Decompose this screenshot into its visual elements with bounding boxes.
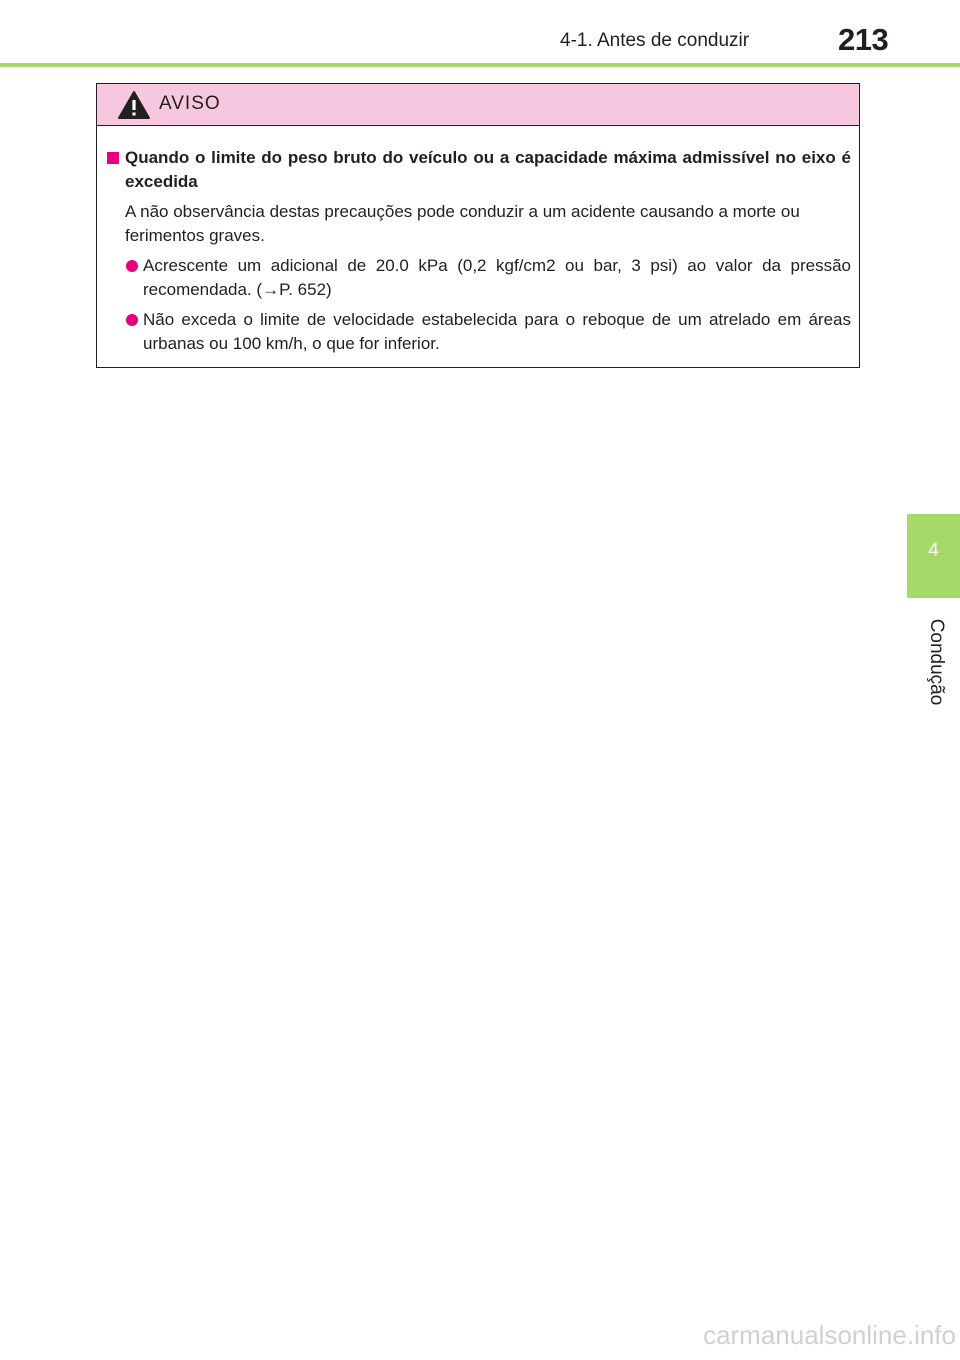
- round-bullet-icon: [126, 260, 138, 272]
- section-title: 4-1. Antes de conduzir: [560, 30, 750, 51]
- list-item-text: Não exceda o limite de velocidade estabelecida para o reboque de um atrelado em áreas urbanas ou 100 km/h, o que for inferior.: [143, 310, 851, 353]
- warning-triangle-icon: [117, 90, 151, 120]
- warning-intro: A não observância destas precauções pode conduzir a um acidente causando a morte ou ferimentos graves.: [125, 202, 800, 245]
- list-item-text: Acrescente um adicional de 20.0 kPa (0,2 kgf/cm2 ou bar, 3 psi) ao valor da pressão recomendada. (→P. 652): [143, 256, 851, 299]
- warning-body: [97, 126, 859, 356]
- chapter-label: Condução: [926, 618, 947, 706]
- list-item: [105, 254, 851, 302]
- round-bullet-icon: [126, 314, 138, 326]
- warning-label: AVISO: [159, 93, 221, 114]
- warning-header: [97, 84, 859, 126]
- header-rule: [0, 63, 960, 67]
- chapter-number: 4: [928, 540, 939, 561]
- chapter-tab[interactable]: [907, 514, 960, 598]
- warning-heading: [105, 146, 851, 194]
- warning-box: [96, 83, 860, 368]
- list-item: [105, 308, 851, 356]
- watermark: carmanualsonline.info: [703, 1320, 956, 1350]
- square-bullet-icon: [107, 152, 119, 164]
- page-number: 213: [838, 22, 889, 57]
- warning-heading-text: Quando o limite do peso bruto do veículo ou a capacidade máxima admissível no eixo é excedida: [125, 148, 851, 191]
